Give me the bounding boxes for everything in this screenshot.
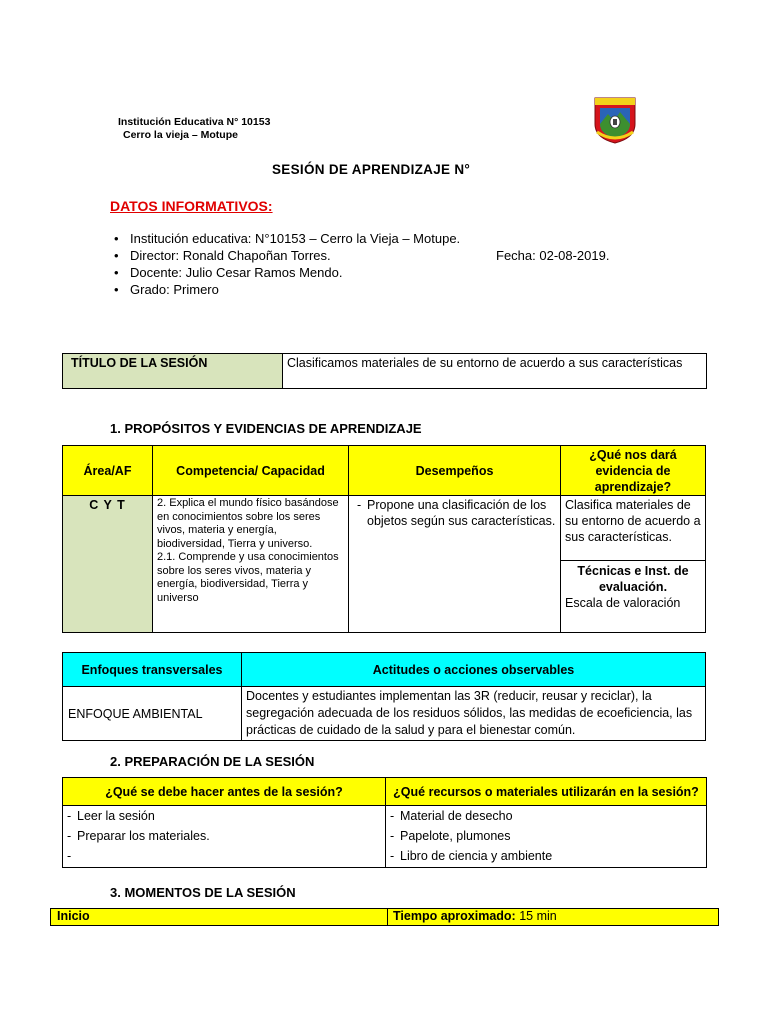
tecnicas-label: Técnicas e Inst. de evaluación.	[577, 564, 689, 594]
header-enfoques: Enfoques transversales	[63, 653, 242, 687]
header-antes: ¿Qué se debe hacer antes de la sesión?	[63, 778, 386, 806]
titulo-label: TÍTULO DE LA SESIÓN	[63, 354, 283, 389]
tecnicas-cell	[561, 561, 706, 633]
tecnicas-value: Escala de valoración	[565, 596, 681, 610]
preparacion-table	[62, 777, 707, 868]
header-actitudes: Actitudes o acciones observables	[242, 653, 706, 687]
header-competencia: Competencia/ Capacidad	[153, 446, 349, 496]
tiempo-label: Tiempo aproximado:	[393, 909, 516, 923]
section3-heading: 3. MOMENTOS DE LA SESIÓN	[110, 885, 296, 900]
evidencia-cell: Clasifica materiales de su entorno de acuerdo a sus características.	[561, 496, 706, 561]
header-area: Área/AF	[63, 446, 153, 496]
datos-list	[114, 230, 674, 298]
tiempo-cell	[388, 909, 719, 926]
institution-name: Institución Educativa N° 10153	[118, 116, 271, 128]
capacidad-text: 2.1. Comprende y usa conocimientos sobre los seres vivos, materia y energía, biodiversidad, Tierra y universo	[157, 551, 339, 604]
enfoque-name: ENFOQUE AMBIENTAL	[63, 687, 242, 741]
section2-heading: 2. PREPARACIÓN DE LA SESIÓN	[110, 754, 315, 769]
recurso-item: - Material de desecho	[386, 806, 706, 826]
header-desempenos: Desempeños	[349, 446, 561, 496]
datos-informativos-heading: DATOS INFORMATIVOS:	[110, 198, 273, 214]
school-crest-icon	[592, 94, 638, 144]
tiempo-value: 15 min	[515, 909, 557, 923]
datos-item-grado: • Grado: Primero	[114, 281, 674, 298]
datos-item-institucion: • Institución educativa: N°10153 – Cerro la Vieja – Motupe.	[114, 230, 674, 247]
fecha-text: Fecha: 02-08-2019.	[496, 248, 610, 263]
inicio-label: Inicio	[51, 909, 388, 926]
recursos-cell	[386, 806, 707, 868]
propositos-table	[62, 445, 706, 633]
document-title: SESIÓN DE APRENDIZAJE N°	[272, 162, 471, 177]
area-cell: C Y T	[63, 496, 153, 633]
competencia-text: 2. Explica el mundo físico basándose en conocimientos sobre los seres vivos, materia y energía, biodiversidad, Tierra y universo.	[157, 497, 339, 550]
header-evidencia: ¿Qué nos dará evidencia de aprendizaje?	[561, 446, 706, 496]
section1-heading: 1. PROPÓSITOS Y EVIDENCIAS DE APRENDIZAJE	[110, 421, 422, 436]
antes-item: - Preparar los materiales.	[63, 826, 385, 846]
header-recursos: ¿Qué recursos o materiales utilizarán en la sesión?	[386, 778, 707, 806]
antes-item: - Leer la sesión	[63, 806, 385, 826]
competencia-cell	[153, 496, 349, 633]
enfoque-description: Docentes y estudiantes implementan las 3R (reducir, reusar y reciclar), la segregación adecuada de los residuos sólidos, las medidas de ecoeficiencia, las prácticas de cuidado de la salud y para el bienestar común.	[242, 687, 706, 741]
recurso-item: - Papelote, plumones	[386, 826, 706, 846]
datos-item-director: • Director: Ronald Chapoñan Torres.	[114, 247, 674, 264]
desempeno-cell	[349, 496, 561, 633]
antes-cell	[63, 806, 386, 868]
titulo-table	[62, 353, 707, 389]
enfoques-table	[62, 652, 706, 741]
titulo-value: Clasificamos materiales de su entorno de acuerdo a sus características	[283, 354, 707, 389]
recurso-item: - Libro de ciencia y ambiente	[386, 846, 706, 866]
momentos-table	[50, 908, 719, 926]
datos-item-docente: • Docente: Julio Cesar Ramos Mendo.	[114, 264, 674, 281]
institution-location: Cerro la vieja – Motupe	[123, 129, 238, 141]
desempeno-text: - Propone una clasificación de los objetos según sus características.	[353, 497, 556, 529]
